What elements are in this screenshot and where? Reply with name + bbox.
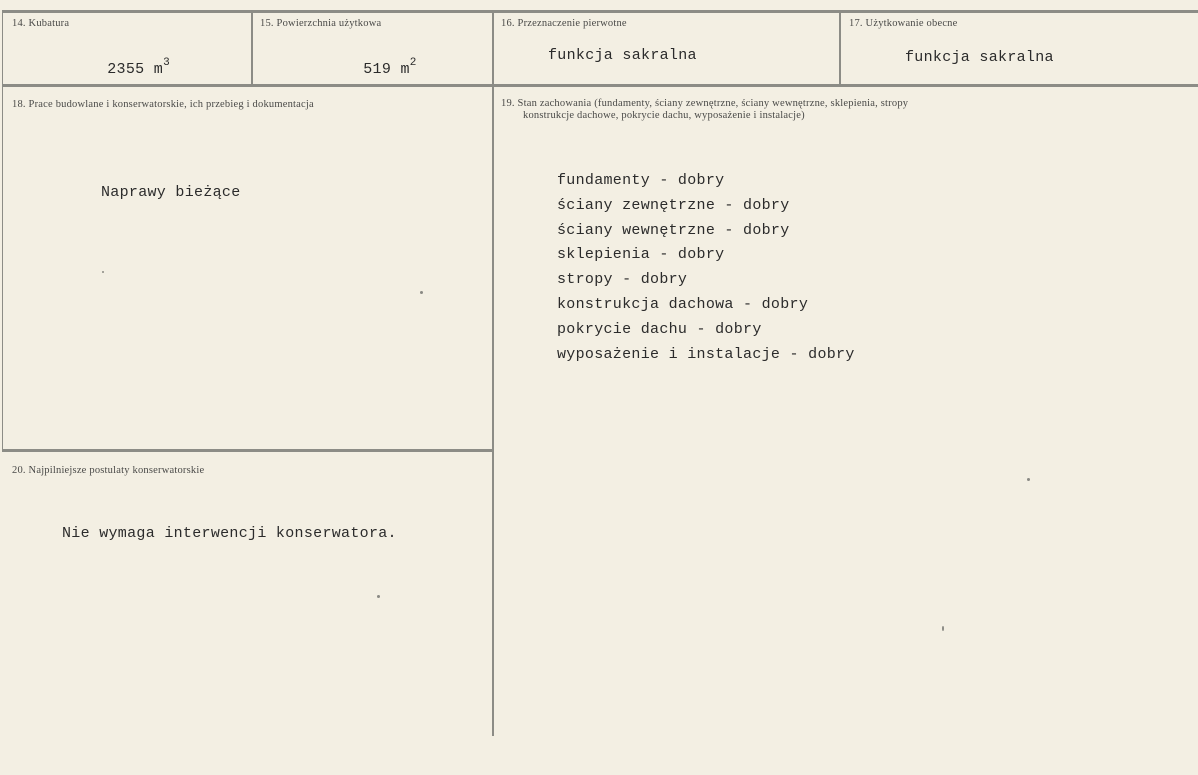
paper-speck [377,595,380,598]
field15-number: 519 [363,61,392,78]
field19-label-line1: 19. Stan zachowania (fundamenty, ściany zewnętrzne, ściany wewnętrzne, sklepienia, stropy [501,98,909,109]
field17-label: 17. Użytkowanie obecne [849,18,958,29]
field15-superscript: 2 [409,57,417,69]
divider-15-16 [492,10,494,736]
row1-bottom-line [2,84,1198,87]
divider-16-17 [839,10,841,86]
condition-item: stropy - dobry [557,271,688,288]
field14-unit: m [153,61,164,78]
field14-superscript: 3 [163,57,170,69]
condition-item: ściany zewnętrzne - dobry [557,197,790,214]
condition-item: fundamenty - dobry [557,172,725,189]
field18-value: Naprawy bieżące [101,184,241,201]
field17-value: funkcja sakralna [905,49,1054,66]
field18-label: 18. Prace budowlane i konserwatorskie, ich przebieg i dokumentacja [12,99,314,110]
field16-label: 16. Przeznaczenie pierwotne [501,18,627,29]
field15-unit: m [400,61,410,78]
paper-speck [420,291,423,294]
paper-speck [102,271,104,273]
top-border-line [2,10,1198,13]
field14-label: 14. Kubatura [12,18,70,29]
field19-label-line2: konstrukcje dachowe, pokrycie dachu, wyposażenie i instalacje) [523,110,805,121]
paper-speck [942,626,944,631]
divider-14-15 [251,10,253,86]
field15-label: 15. Powierzchnia użytkowa [260,18,382,29]
condition-item: konstrukcja dachowa - dobry [557,296,809,313]
field18-bottom-line [2,449,494,452]
field15-value [326,44,417,95]
condition-item: ściany wewnętrzne - dobry [557,222,790,239]
condition-item: pokrycie dachu - dobry [557,321,762,338]
condition-item: wyposażenie i instalacje - dobry [557,346,855,363]
left-border-line [2,10,3,450]
condition-item: sklepienia - dobry [557,246,725,263]
field20-label: 20. Najpilniejsze postulaty konserwatorskie [12,465,205,476]
field14-value [70,44,170,95]
paper-speck [1027,478,1030,481]
field14-number: 2355 [107,61,145,78]
field20-value: Nie wymaga interwencji konserwatora. [62,525,397,542]
field16-value: funkcja sakralna [548,47,697,64]
